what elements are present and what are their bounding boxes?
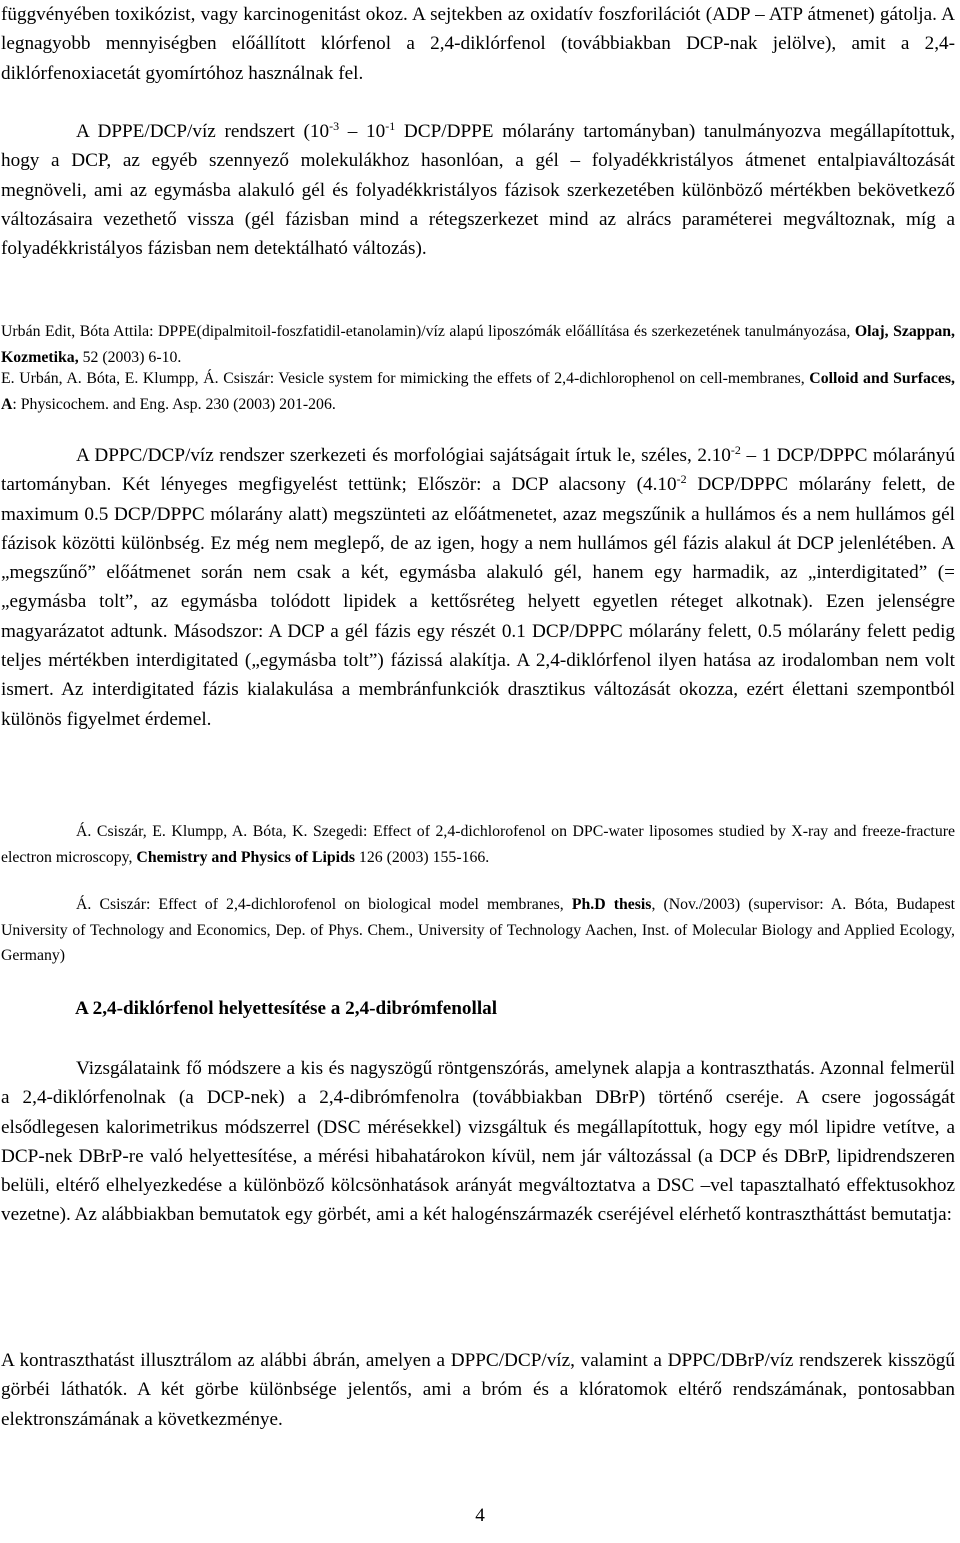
ref3-journal: Chemistry and Physics of Lipids bbox=[136, 848, 355, 866]
dppc-exponent-1: -2 bbox=[730, 443, 741, 457]
reference-chemistry-physics-lipids bbox=[1, 819, 955, 870]
dppc-text-c: DCP/DPPC mólarány felett, de maximum 0.5 DCP/DPPC mólarány alatt) megszünteti az előátmenetet, azaz megszűnik a hullámos és a nem hullámos gél fázisok közötti különbség. Ez még nem meglepő, de az igen, hogy a nem hullámos gél fázis alakul át DCP jelenlétében. A „megszűnő” előátmenet során nem csak a két, egymásba alakuló gél, hanem egy harmadik, az „interdigitated” (= „egymásba tolt”, az egymásba tolódott lipidek a kettősréteg helyett egyetlen réteget alkotnak). Ezen jelenségre magyarázatot adtunk. Másodszor: A DCP a gél fázis egy részét 0.1 DCP/DPPC mólarány felett, 0.5 mólarány felett pedig teljes mértékben interdigitated („egymásba tolt”) fázissá alakítja. A 2,4-diklórfenol ilyen hatása az irodalomban nem volt ismert. Az interdigitated fázis kialakulása a membránfunkciók drasztikus változását okozza, ezért élettani szempontból különös figyelmet érdemel. bbox=[1, 474, 955, 730]
reference-urban-bota bbox=[1, 319, 955, 370]
ref3-text-c: 126 (2003) 155-166. bbox=[354, 848, 490, 866]
page-number: 4 bbox=[475, 1505, 485, 1526]
ref4-text-c: , (Nov./2003) (supervisor: A. Bóta, Budapest University of Technology and Economics, Dep. of Phys. Chem., University of Technology Aachen, Inst. of Molecular Biology and Applied Ecology, Germany) bbox=[1, 896, 955, 964]
ref2-text-a: E. Urbán, A. Bóta, E. Klumpp, Á. Csiszár: Vesicle system for mimicking the effets of 2,4-dichlorophenol on cell-membranes, bbox=[1, 370, 810, 387]
dppc-text-a: A DPPC/DCP/víz rendszer szerkezeti és morfológiai sajátságait írtuk le, széles, 2.10 bbox=[76, 445, 731, 466]
ref4-thesis: Ph.D thesis bbox=[571, 896, 652, 913]
reference-colloid-surfaces bbox=[1, 366, 955, 417]
section-heading: A 2,4-diklórfenol helyettesítése a 2,4-dibrómfenollal bbox=[75, 998, 498, 1019]
ref4-text-a: Á. Csiszár: Effect of 2,4-dichlorofenol on biological model membranes, bbox=[76, 896, 572, 913]
dppe-exponent-1: -3 bbox=[329, 119, 340, 133]
ref2-journal: Colloid and Surfaces, A bbox=[1, 370, 955, 413]
dppe-exponent-2: -1 bbox=[385, 119, 396, 133]
ref3-text-a: Á. Csiszár, E. Klumpp, A. Bóta, K. Szegedi: Effect of 2,4-dichlorofenol on DPC-water liposomes studied by X-ray and freeze-fracture electron microscopy, bbox=[1, 823, 955, 866]
ref1-text-c: 52 (2003) 6-10. bbox=[78, 348, 182, 366]
ref2-text-c: : Physicochem. and Eng. Asp. 230 (2003) 201-206. bbox=[12, 395, 336, 413]
paragraph-method: Vizsgálataink fő módszere a kis és nagyszögű röntgenszórás, amelynek alapja a kontraszthatás. Azonnal felmerül a 2,4-diklórfenolnak (a DCP-nek) a 2,4-dibrómfenolra (továbbiakban DBrP) történő cseréje. A csere jogosságát elsődlegesen kalorimetrikus módszerrel (DSC mérésekkel) vizsgáltuk és megállapítottuk, hogy egy mól lipidre vetítve, a DCP-nek DBrP-re való helyettesítése, a mérési hibahatárokon kívül, nem jár változással (a DCP és DBrP, lipidrendszeren belüli, eltérő elhelyezkedése a különböző kölcsönhatások arányát megváltoztatva a DSC –vel tapasztalható effektusokhoz vezetne). Az alábbiakban bemutatok egy görbét, ami a két halogénszármazék cseréjével elérhető kontrasztháttást bemutatja: bbox=[1, 1058, 955, 1226]
dppc-text-b: – 1 DCP/DPPC mólarányú tartományban. Két lényeges megfigyelést tettünk; Először: a DCP alacsony (4.10 bbox=[1, 445, 955, 496]
reference-phd-thesis bbox=[1, 892, 955, 969]
dppe-text-b: – 10 bbox=[339, 121, 386, 142]
ref1-text-a: Urbán Edit, Bóta Attila: DPPE(dipalmitoil-foszfatidil-etanolamin)/víz alapú liposzómák előállítása és szerkezetének tanulmányozása, bbox=[1, 323, 855, 340]
paragraph-dppc-system bbox=[1, 441, 955, 734]
dppe-text-a: A DPPE/DCP/víz rendszert (10 bbox=[76, 121, 330, 142]
paragraph-contrast: A kontraszthatást illusztrálom az alábbi ábrán, amelyen a DPPC/DCP/víz, valamint a DPPC/DBrP/víz rendszerek kisszögű görbéi láthatók. A két görbe különbsége jelentős, ami a bróm és a klóratomok eltérő rendszámának, pontosabban elektronszámának a következménye. bbox=[1, 1350, 955, 1430]
paragraph-dppe-system bbox=[1, 117, 955, 263]
dppe-text-c: DCP/DPPE mólarány tartományban) tanulmányozva megállapítottuk, hogy a DCP, az egyéb szennyező molekulákhoz hasonlóan, a gél – folyadékkristályos átmenet entalpiaváltozását megnöveli, ami az egymásba alakuló gél és folyadékkristályos fázisok szerkezetében különböző mértékben bekövetkező változásaira vezethető vissza (gél fázisban mind a rétegszerkezet mind az alrács paraméterei megváltoznak, míg a folyadékkristályos fázisban nem detektálható változás). bbox=[1, 121, 956, 260]
dppc-exponent-2: -2 bbox=[676, 472, 687, 487]
paragraph-intro: függvényében toxikózist, vagy karcinogenitást okoz. A sejtekben az oxidatív foszforilációt (ADP – ATP átmenet) gátolja. A legnagyobb mennyiségben előállított klórfenol a 2,4-diklórfenol (továbbiakban DCP-nak jelölve), amit a 2,4-diklórfenoxiacetát gyomírtóhoz használnak fel. bbox=[1, 4, 955, 84]
ref1-journal: Olaj, Szappan, Kozmetika, bbox=[1, 323, 955, 366]
